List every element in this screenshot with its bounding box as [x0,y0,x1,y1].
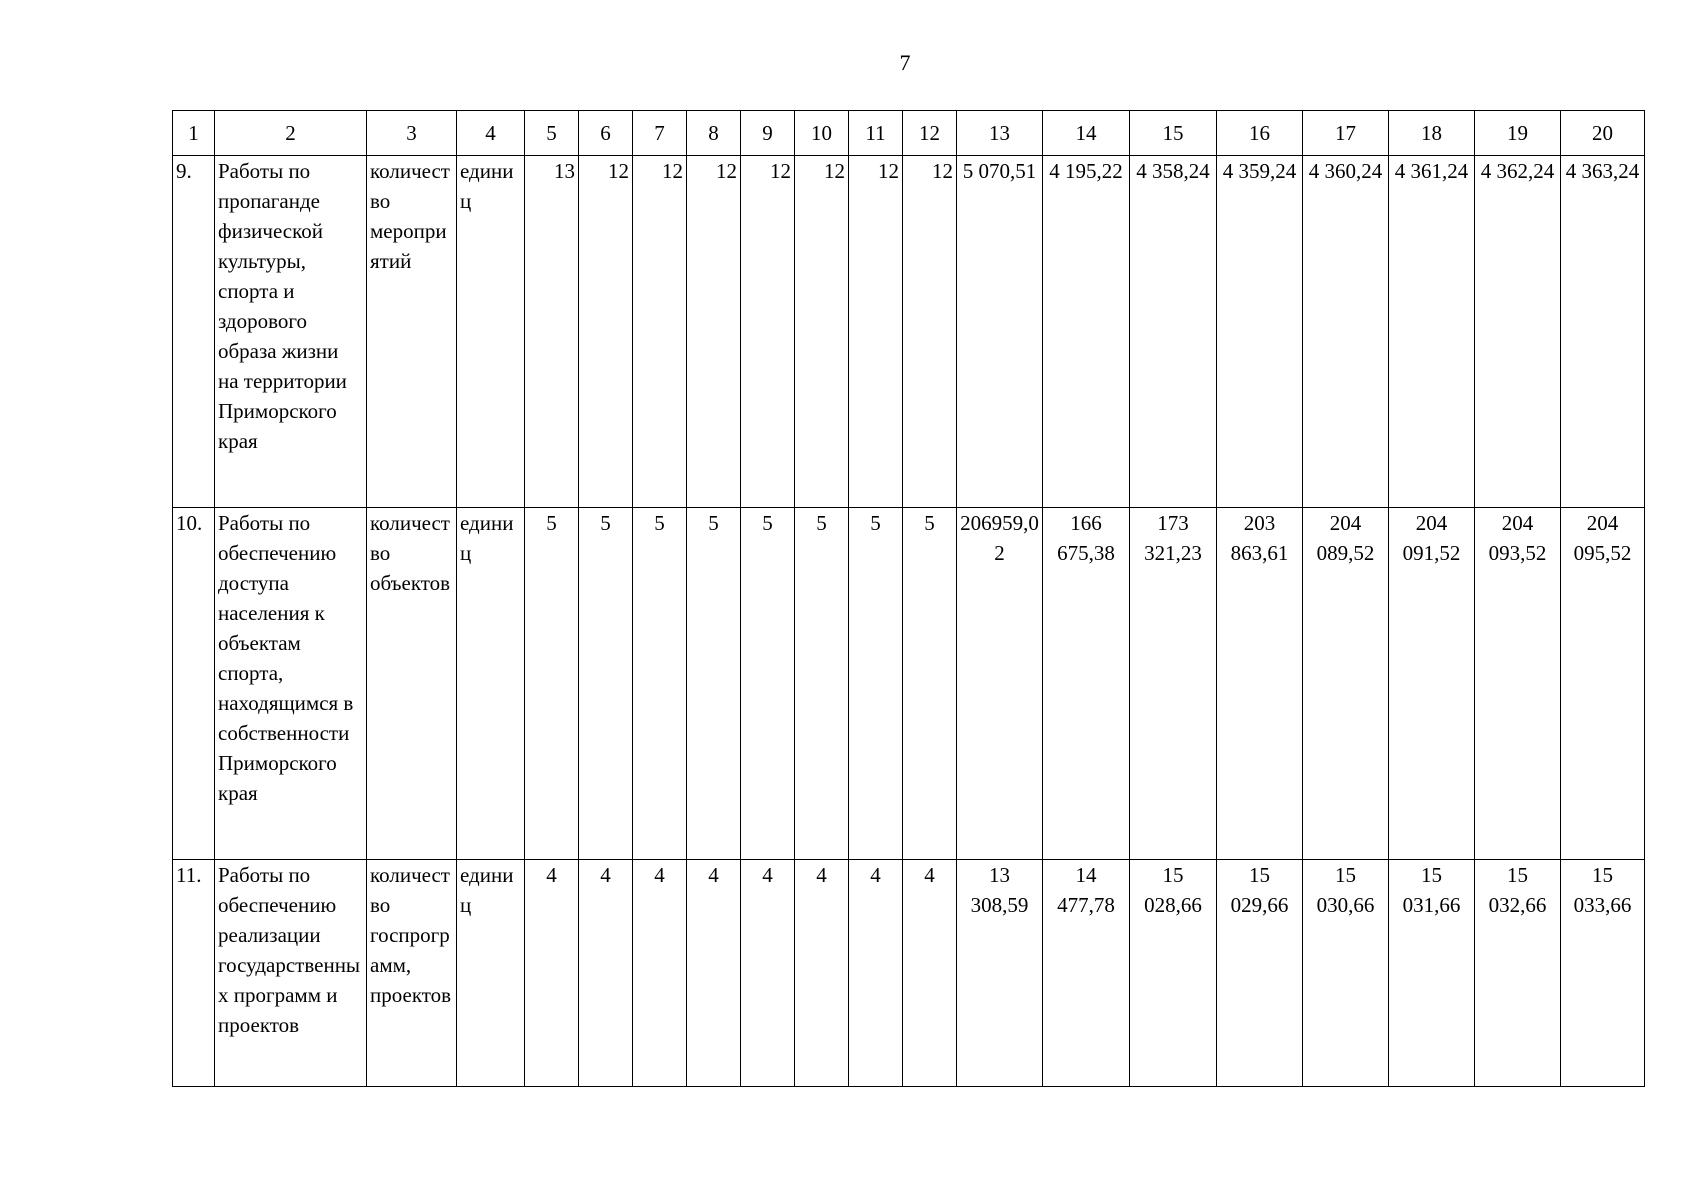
count-cell: 4 [795,860,849,1087]
page-number: 7 [899,50,911,75]
header-cell: 8 [687,111,741,156]
table-row [173,508,1645,860]
work-name: Работы по обеспечению доступа населения к объектам спорта, находящимся в собственности Приморского края [215,508,367,860]
sum-cell: 4 362,24 [1475,156,1561,508]
count-cell: 12 [795,156,849,508]
count-cell: 4 [633,860,687,1087]
sum-cell: 15 033,66 [1561,860,1645,1087]
header-cell: 18 [1389,111,1475,156]
sum-cell: 166 675,38 [1043,508,1130,860]
unit-name: единиц [457,156,525,508]
header-cell: 1 [173,111,215,156]
count-cell: 12 [633,156,687,508]
header-cell: 12 [903,111,957,156]
work-name: Работы по пропаганде физической культуры, спорта и здорового образа жизни на территории Приморского края [215,156,367,508]
sum-cell: 14 477,78 [1043,860,1130,1087]
count-cell: 12 [579,156,633,508]
sum-cell: 4 363,24 [1561,156,1645,508]
sum-cell: 15 030,66 [1303,860,1389,1087]
work-name: Работы по обеспечению реализации государственных программ и проектов [215,860,367,1087]
sum-cell: 4 358,24 [1130,156,1217,508]
count-cell: 5 [687,508,741,860]
sum-cell: 204 095,52 [1561,508,1645,860]
header-cell: 15 [1130,111,1217,156]
sum-cell: 204 091,52 [1389,508,1475,860]
sum-cell: 204 089,52 [1303,508,1389,860]
count-cell: 12 [741,156,795,508]
sum-cell: 15 029,66 [1217,860,1303,1087]
sum-cell: 4 359,24 [1217,156,1303,508]
count-cell: 5 [633,508,687,860]
table-row [173,860,1645,1087]
table-row [173,156,1645,508]
indicator-name: количество мероприятий [367,156,457,508]
sum-cell: 4 195,22 [1043,156,1130,508]
unit-name: единиц [457,860,525,1087]
count-cell: 12 [903,156,957,508]
sum-cell: 5 070,51 [957,156,1043,508]
unit-name: единиц [457,508,525,860]
count-cell: 4 [579,860,633,1087]
sum-cell: 173 321,23 [1130,508,1217,860]
header-cell: 19 [1475,111,1561,156]
sum-cell: 204 093,52 [1475,508,1561,860]
header-cell: 17 [1303,111,1389,156]
sum-cell: 4 360,24 [1303,156,1389,508]
sum-cell: 15 032,66 [1475,860,1561,1087]
header-cell: 5 [525,111,579,156]
indicator-name: количество объектов [367,508,457,860]
indicator-name: количество госпрограмм, проектов [367,860,457,1087]
count-cell: 12 [849,156,903,508]
count-cell: 4 [687,860,741,1087]
sum-cell: 13 308,59 [957,860,1043,1087]
data-table [172,110,1645,1087]
sum-cell: 206959,02 [957,508,1043,860]
sum-cell: 15 031,66 [1389,860,1475,1087]
count-cell: 12 [687,156,741,508]
count-cell: 5 [903,508,957,860]
count-cell: 4 [903,860,957,1087]
header-cell: 13 [957,111,1043,156]
count-cell: 4 [741,860,795,1087]
row-number: 10. [173,508,215,860]
sum-cell: 203 863,61 [1217,508,1303,860]
header-cell: 20 [1561,111,1645,156]
header-cell: 2 [215,111,367,156]
sum-cell: 4 361,24 [1389,156,1475,508]
header-cell: 9 [741,111,795,156]
count-cell: 5 [525,508,579,860]
sum-cell: 15 028,66 [1130,860,1217,1087]
count-cell: 4 [849,860,903,1087]
count-cell: 13 [525,156,579,508]
header-cell: 16 [1217,111,1303,156]
header-cell: 4 [457,111,525,156]
header-row [173,111,1645,156]
count-cell: 5 [579,508,633,860]
header-cell: 3 [367,111,457,156]
header-cell: 6 [579,111,633,156]
header-cell: 11 [849,111,903,156]
header-cell: 7 [633,111,687,156]
row-number: 9. [173,156,215,508]
count-cell: 5 [741,508,795,860]
count-cell: 5 [795,508,849,860]
count-cell: 4 [525,860,579,1087]
row-number: 11. [173,860,215,1087]
header-cell: 10 [795,111,849,156]
header-cell: 14 [1043,111,1130,156]
count-cell: 5 [849,508,903,860]
